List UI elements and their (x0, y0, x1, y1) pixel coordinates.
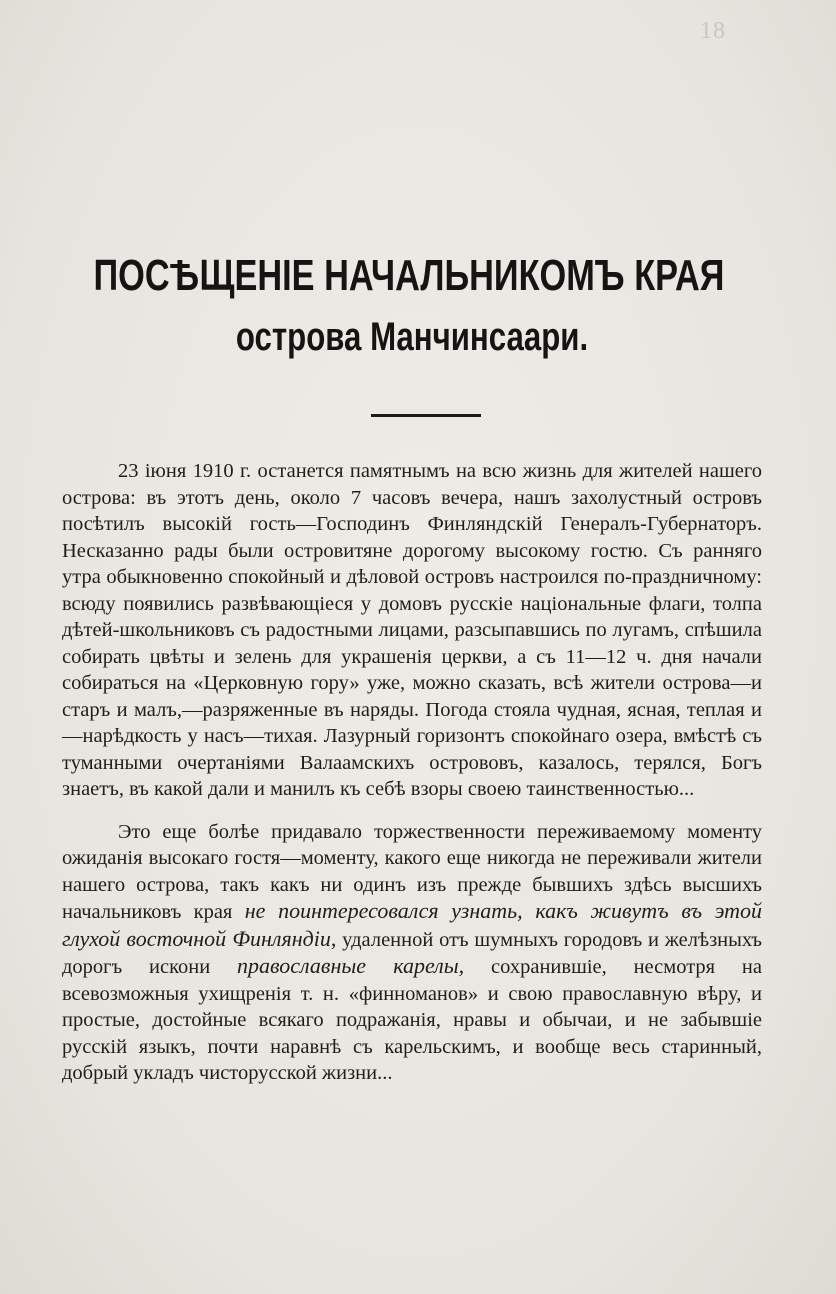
paragraph-1-text: 23 іюня 1910 г. останется памятнымъ на всю жизнь для жителей нашего острова: въ этотъ день, около 7 часовъ вечера, нашъ захолустный островъ посѣтилъ высокій гость—Господинъ Финляндскій Генералъ-Губернаторъ. Несказанно рады были островитяне дорогому высокому гостю. Съ ранняго утра обыкновенно спокойный и дѣловой островъ настроился по-праздничному: всюду появились развѣвающіеся у домовъ русскіе національные флаги, толпа дѣтей-школьниковъ съ радостными лицами, разсыпавшись по лугамъ, спѣшила собирать цвѣты и зелень для украшенія церкви, а съ 11—12 ч. дня начали собираться на «Церковную гору» уже, можно сказать, всѣ жители острова—и старъ и малъ,—разряженные въ наряды. Погода стояла чудная, ясная, теплая и—нарѣдкость у насъ—тихая. Лазурный горизонтъ спокойнаго озера, вмѣстѣ съ туманными очертаніями Валаамскихъ острововъ, казалось, терялся, Богъ знаетъ, въ какой дали и манилъ къ себѣ взоры своею таинственностью... (62, 460, 762, 800)
title-line-sub: острова Манчинсаари. (235, 315, 589, 359)
paragraph-2-emphasis-a: не поинтересовался узнать, какъ живутъ въ этой глухой восточной Финляндіи, (62, 898, 762, 951)
paragraph-2-emphasis-b: православные карелы, (237, 953, 465, 978)
title-line-main: ПОСѢЩЕНІЕ НАЧАЛЬНИКОМЪ КРАЯ (93, 251, 725, 300)
article-body (62, 458, 762, 1087)
paragraph-2-text-b: удаленной отъ шумныхъ городовъ и желѣзныхъ дорогъ искони (62, 928, 762, 978)
article-title (0, 250, 836, 362)
paragraph-1 (62, 458, 762, 803)
paragraph-2 (62, 819, 762, 1087)
title-divider (371, 414, 481, 417)
paragraph-2-text-a: Это еще болѣе придавало торжественности переживаемому моменту ожиданія высокаго гостя—моменту, какого еще никогда не переживали жители нашего острова, такъ какъ ни одинъ изъ прежде бывшихъ здѣсь высшихъ начальниковъ края (62, 820, 762, 923)
paragraph-2-text-c: сохранившіе, несмотря на всевозможныя ухищренія т. н. «финноманов» и свою православную вѣру, и простые, достойные всякаго подражанія, нравы и обычаи, и не забывшіе русскій языкъ, почти наравнѣ съ карельскимъ, и вообще весь старинный, добрый укладъ чисторусской жизни... (62, 956, 763, 1084)
page-number: 18 (700, 18, 726, 44)
